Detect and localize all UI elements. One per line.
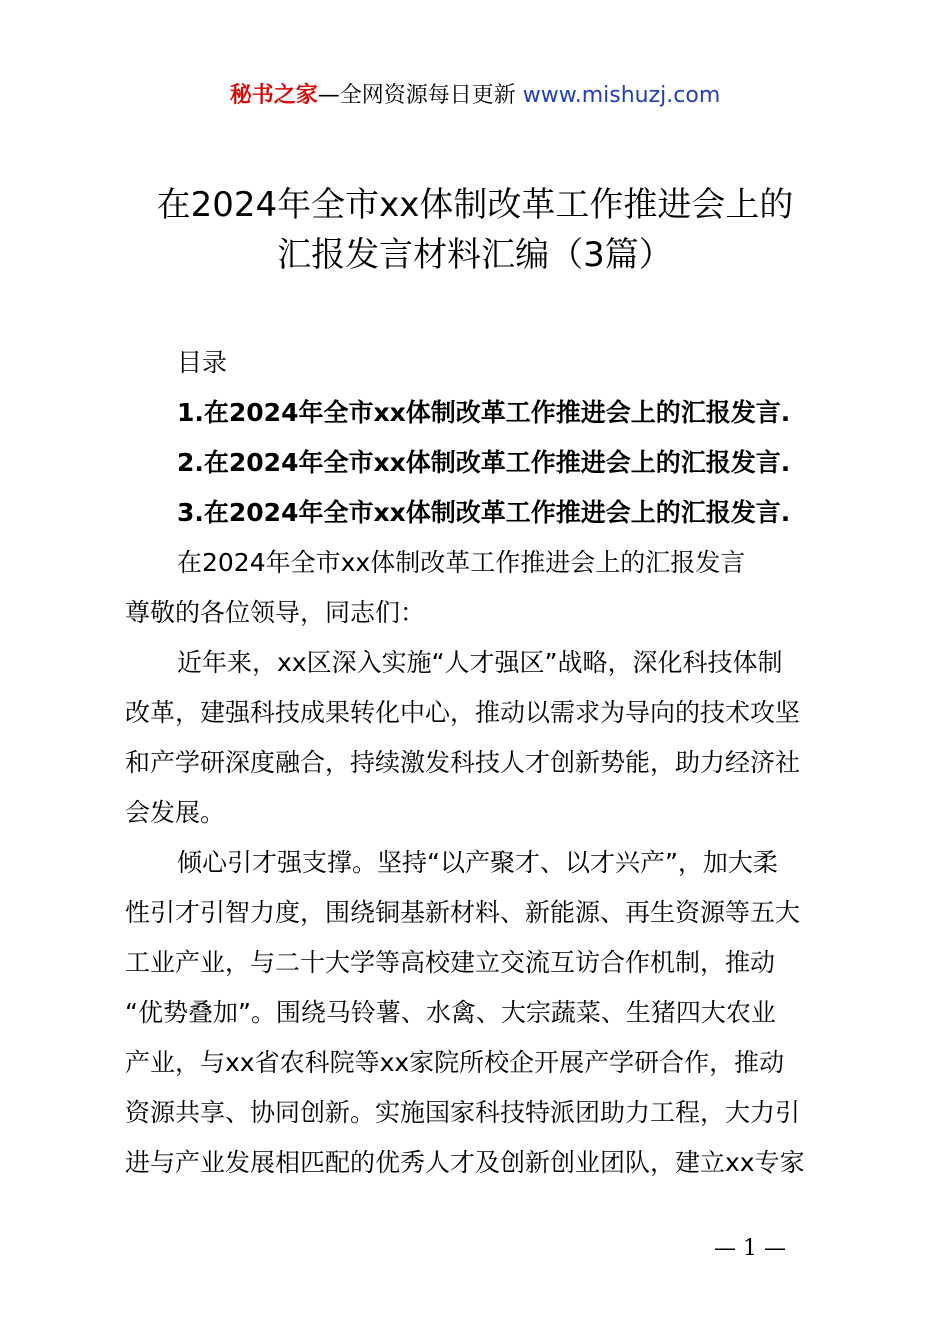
title-line-2: 汇报发言材料汇编（3篇） xyxy=(277,235,673,275)
header-tagline: —全网资源每日更新 xyxy=(317,83,523,108)
page-number: — 1 — xyxy=(714,1236,786,1261)
paragraph-line: 和产学研深度融合，持续激发科技人才创新势能，助力经济社 xyxy=(125,748,801,777)
toc-item-1[interactable]: 1.在2024年全市xx体制改革工作推进会上的汇报发言. xyxy=(177,398,791,427)
paragraph-1 xyxy=(125,638,837,838)
section-subtitle: 在2024年全市xx体制改革工作推进会上的汇报发言 xyxy=(177,548,746,577)
paragraph-line: 近年来，xx区深入实施“人才强区”战略，深化科技体制 xyxy=(177,648,783,677)
paragraph-line: 性引才引智力度，围绕铜基新材料、新能源、再生资源等五大 xyxy=(125,898,801,927)
paragraph-line: 进与产业发展相匹配的优秀人才及创新创业团队，建立xx专家 xyxy=(125,1148,805,1177)
paragraph-line: 资源共享、协同创新。实施国家科技特派团助力工程，大力引 xyxy=(125,1098,801,1127)
website-link[interactable]: www.mishuzj.com xyxy=(522,83,721,108)
toc-item-2[interactable]: 2.在2024年全市xx体制改革工作推进会上的汇报发言. xyxy=(177,448,791,477)
toc-item-3[interactable]: 3.在2024年全市xx体制改革工作推进会上的汇报发言. xyxy=(177,498,791,527)
paragraph-line: 工业产业，与二十大学等高校建立交流互访合作机制，推动 xyxy=(125,948,776,977)
brand-name: 秘书之家 xyxy=(229,83,318,108)
paragraph-line: 会发展。 xyxy=(125,798,226,827)
paragraph-line: “优势叠加”。围绕马铃薯、水禽、大宗蔬菜、生猪四大农业 xyxy=(125,998,776,1027)
salutation: 尊敬的各位领导，同志们： xyxy=(125,598,426,627)
toc-heading: 目录 xyxy=(177,348,228,377)
document-title xyxy=(0,180,950,280)
paragraph-line: 产业，与xx省农科院等xx家院所校企开展产学研合作，推动 xyxy=(125,1048,785,1077)
paragraph-line: 倾心引才强支撑。坚持“以产聚才、以才兴产”，加大柔 xyxy=(177,848,778,877)
paragraph-line: 改革，建强科技成果转化中心，推动以需求为导向的技术攻坚 xyxy=(125,698,801,727)
site-header xyxy=(0,80,950,112)
paragraph-2 xyxy=(125,838,837,1188)
document-body xyxy=(125,338,837,1188)
title-line-1: 在2024年全市xx体制改革工作推进会上的 xyxy=(156,185,794,225)
